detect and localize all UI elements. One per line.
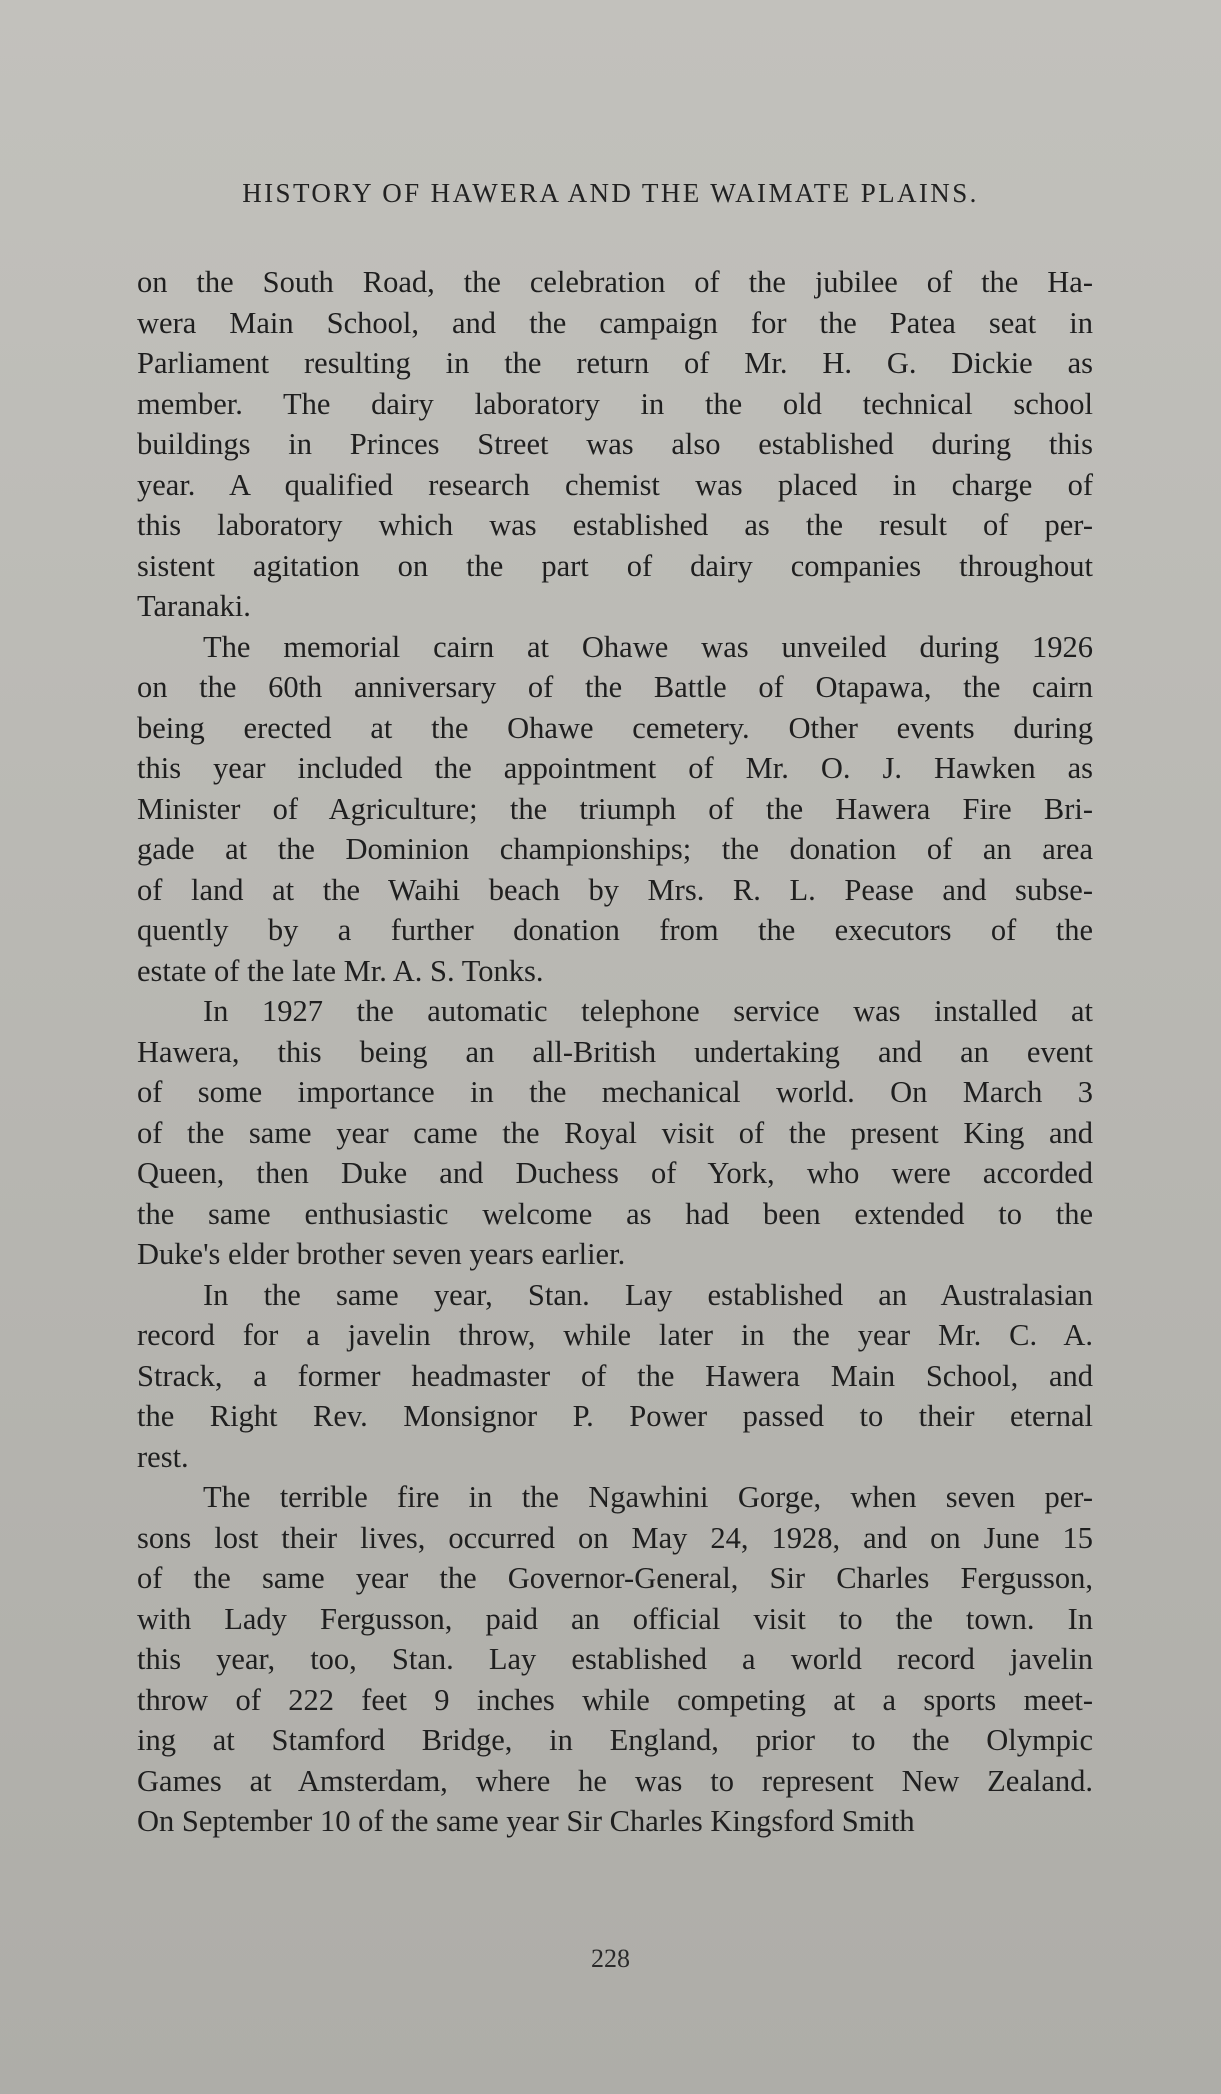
text-line: Minister of Agriculture; the triumph of the Hawera Fire Bri- (137, 791, 1093, 826)
text-line: Strack, a former headmaster of the Hawera Main School, and (137, 1358, 1093, 1393)
text-line: record for a javelin throw, while later in the year Mr. C. A. (137, 1318, 1093, 1352)
paragraph (137, 1275, 1093, 1478)
body-text (137, 262, 1093, 1842)
text-line: The terrible fire in the Ngawhini Gorge, when seven per- (203, 1480, 1093, 1514)
text-line: of land at the Waihi beach by Mrs. R. L. Pease and subse- (137, 872, 1093, 907)
text-line: this year included the appointment of Mr. O. J. Hawken as (137, 751, 1093, 785)
paragraph (137, 991, 1093, 1275)
text-line: on the 60th anniversary of the Battle of Otapawa, the cairn (137, 670, 1093, 704)
text-line: Games at Amsterdam, where he was to represent New Zealand. (137, 1763, 1093, 1798)
running-head: HISTORY OF HAWERA AND THE WAIMATE PLAINS. (242, 178, 979, 208)
paragraph (137, 627, 1093, 992)
page-number: 228 (591, 1944, 630, 1973)
text-line: estate of the late Mr. A. S. Tonks. (137, 953, 544, 988)
text-line: In the same year, Stan. Lay established an Australasian (203, 1277, 1093, 1312)
paragraph (137, 262, 1093, 627)
text-line: of some importance in the mechanical world. On March 3 (137, 1075, 1093, 1109)
text-line: ing at Stamford Bridge, in England, prior to the Olympic (137, 1723, 1093, 1757)
text-line: Queen, then Duke and Duchess of York, who were accorded (137, 1156, 1093, 1190)
text-line: year. A qualified research chemist was placed in charge of (137, 467, 1093, 502)
text-line: sistent agitation on the part of dairy companies throughout (137, 548, 1093, 583)
text-line: the same enthusiastic welcome as had been extended to the (137, 1196, 1093, 1231)
text-line: quently by a further donation from the executors of the (137, 913, 1093, 947)
text-line: this laboratory which was established as the result of per- (137, 508, 1093, 542)
text-line: In 1927 the automatic telephone service was installed at (203, 994, 1093, 1028)
text-line: member. The dairy laboratory in the old technical school (137, 386, 1093, 421)
text-line: gade at the Dominion championships; the donation of an area (137, 832, 1093, 866)
text-line: wera Main School, and the campaign for the Patea seat in (137, 305, 1093, 340)
text-line: being erected at the Ohawe cemetery. Other events during (137, 710, 1093, 745)
text-line: the Right Rev. Monsignor P. Power passed to their eternal (137, 1399, 1093, 1433)
text-line: buildings in Princes Street was also established during this (137, 427, 1093, 461)
text-line: The memorial cairn at Ohawe was unveiled during 1926 (203, 629, 1093, 664)
text-line: sons lost their lives, occurred on May 24, 1928, and on June 15 (137, 1520, 1093, 1555)
text-line: on the South Road, the celebration of the jubilee of the Ha- (137, 265, 1093, 299)
text-line: this year, too, Stan. Lay established a world record javelin (137, 1642, 1093, 1676)
text-line: throw of 222 feet 9 inches while competing at a sports meet- (137, 1682, 1093, 1717)
paragraph (137, 1477, 1093, 1842)
text-line: of the same year the Governor-General, Sir Charles Fergusson, (137, 1561, 1093, 1595)
text-line: On September 10 of the same year Sir Charles Kingsford Smith (137, 1804, 915, 1838)
text-line: rest. (137, 1439, 189, 1474)
text-line: Hawera, this being an all-British undertaking and an event (137, 1034, 1093, 1069)
text-line: Parliament resulting in the return of Mr. H. G. Dickie as (137, 346, 1093, 380)
text-line: Taranaki. (137, 589, 251, 623)
text-line: of the same year came the Royal visit of the present King and (137, 1115, 1093, 1150)
text-line: with Lady Fergusson, paid an official visit to the town. In (137, 1601, 1093, 1636)
text-line: Duke's elder brother seven years earlier. (137, 1237, 626, 1271)
